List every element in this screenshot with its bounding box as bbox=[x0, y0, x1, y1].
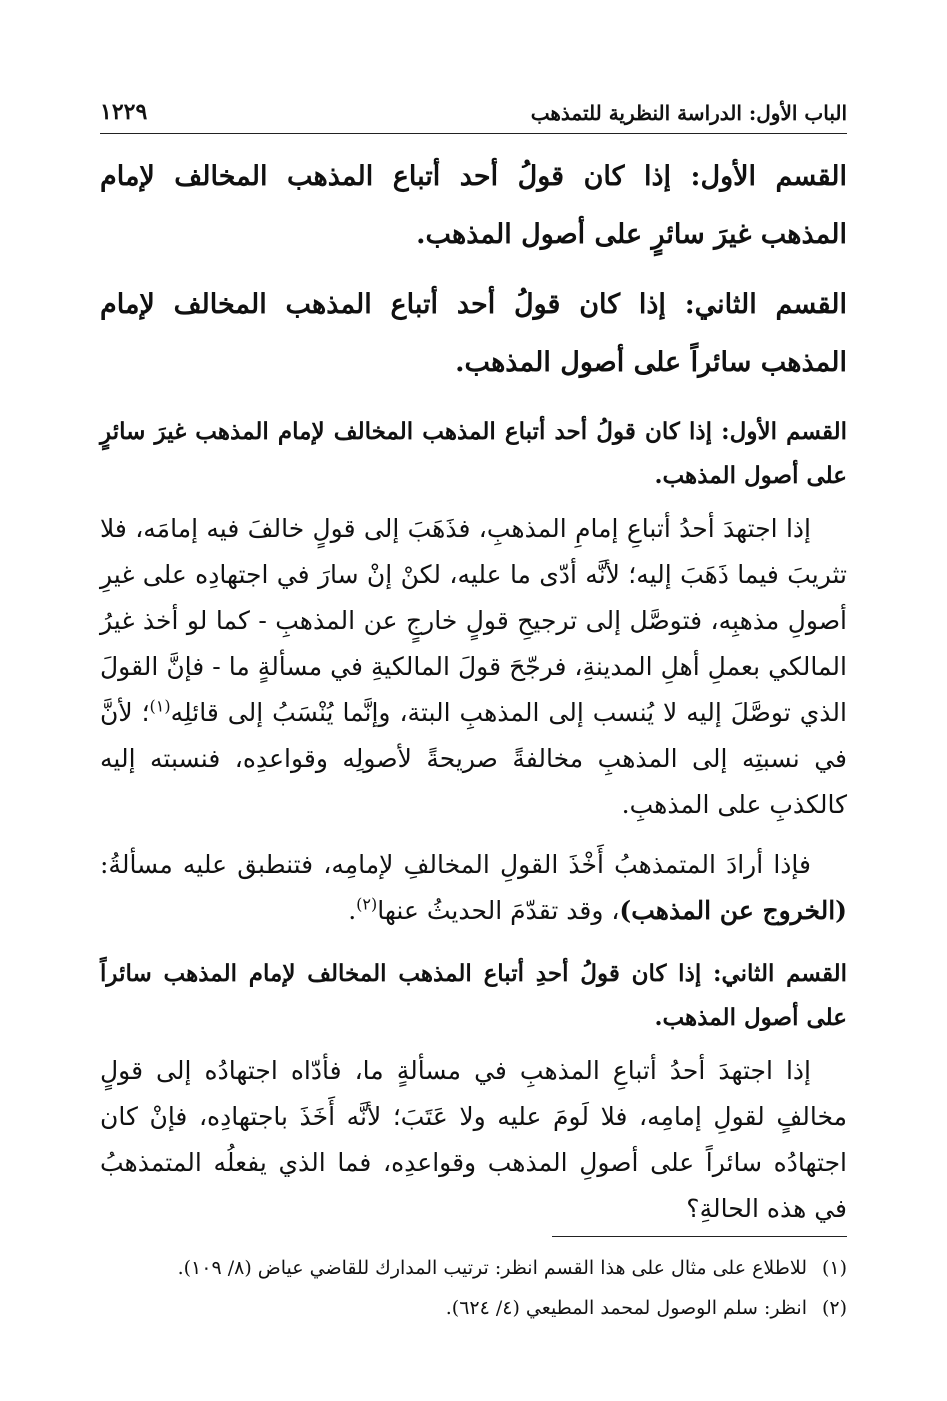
paragraph-text: ؛ لأنَّ في نسبتِه إلى المذهبِ مخالفةً صريحةً لأصولِه وقواعدِه، فنسبته إليه كالكذبِ على المذهبِ. bbox=[100, 698, 847, 819]
section-one-paragraph-two bbox=[100, 842, 847, 934]
section-two-heading: القسم الثاني: إذا كان قولُ أحدِ أتباع المذهب المخالف لإمام المذهب سائراً على أصول المذهب. bbox=[100, 960, 847, 1031]
bold-term: (الخروج عن المذهب) bbox=[619, 896, 847, 925]
paragraph-text: . bbox=[348, 896, 357, 925]
paragraph-text: فإذا أرادَ المتمذهبُ أَخْذَ القولِ المخالفِ لإمامِه، فتنطبق عليه مسألةُ: bbox=[100, 850, 811, 879]
chapter-title: الباب الأول: الدراسة النظرية للتمذهب bbox=[530, 101, 847, 125]
section-one-paragraph-one bbox=[100, 506, 847, 828]
section-two-paragraph-one: إذا اجتهدَ أحدُ أتباعِ المذهبِ في مسألةٍ ما، فأدّاه اجتهادُه إلى قولٍ مخالفٍ لقولِ إمامِه، فلا لَومَ عليه ولا عَتَبَ؛ لأنَّه أَخَذَ باجتهادِه، فإنْ كان اجتهادُه سائراً على أصولِ المذهب وقواعدِه، فما الذي يفعلُه المتمذهبُ في هذه الحالةِ؟ bbox=[100, 1056, 847, 1223]
footnote-ref-2[interactable]: (٢) bbox=[356, 894, 378, 914]
intro-part-two: القسم الثاني: إذا كان قولُ أحد أتباع المذهب المخالف لإمام المذهب سائراً على أصول المذهب. bbox=[100, 289, 847, 378]
section-one-heading: القسم الأول: إذا كان قولُ أحد أتباع المذهب المخالف لإمام المذهب غيرَ سائرٍ على أصول المذهب. bbox=[100, 418, 847, 489]
paragraph-text: ، وقد تقدّمَ الحديثُ عنها bbox=[377, 896, 620, 925]
footnotes bbox=[100, 1248, 847, 1328]
running-header bbox=[100, 95, 847, 134]
paragraph-text: إذا اجتهدَ أحدُ أتباعِ إمامِ المذهبِ، فذَهَبَ إلى قولٍ خالفَ فيه إمامَه، فلا تثريبَ فيما ذَهَبَ إليه؛ لأنَّه أدّى ما عليه، لكنْ إنْ سارَ في اجتهادِه على غيرِ أصولِ مذهبِه، فتوصَّل إلى ترجيحِ قولٍ خارجٍ عن المذهبِ - كما لو أخذ غيرُ المالكي بعملِ أهلِ المدينةِ، فرجّحَ قولَ المالكيةِ في مسألةٍ ما - فإنَّ القولَ الذي توصَّلَ إليه لا يُنسب إلى المذهبِ البتة، وإنَّما يُنْسَبُ إلى قائلِه bbox=[100, 514, 847, 727]
footnote-number: (٢) bbox=[821, 1297, 847, 1319]
footnote-2 bbox=[100, 1288, 847, 1328]
footnote-text: للاطلاع على مثال على هذا القسم انظر: ترتيب المدارك للقاضي عياض (٨/ ١٠٩). bbox=[177, 1257, 807, 1279]
footnote-ref-1[interactable]: (١) bbox=[149, 696, 171, 716]
page-number: ١٢٢٩ bbox=[100, 99, 148, 125]
footnote-text: انظر: سلم الوصول لمحمد المطيعي (٤/ ٦٢٤). bbox=[445, 1297, 807, 1319]
footnote-number: (١) bbox=[821, 1257, 847, 1279]
intro-part-one: القسم الأول: إذا كان قولُ أحد أتباع المذهب المخالف لإمام المذهب غيرَ سائرٍ على أصول المذهب. bbox=[100, 161, 847, 250]
footnote-divider bbox=[552, 1236, 847, 1237]
footnote-1 bbox=[100, 1248, 847, 1288]
main-content bbox=[100, 148, 847, 1246]
